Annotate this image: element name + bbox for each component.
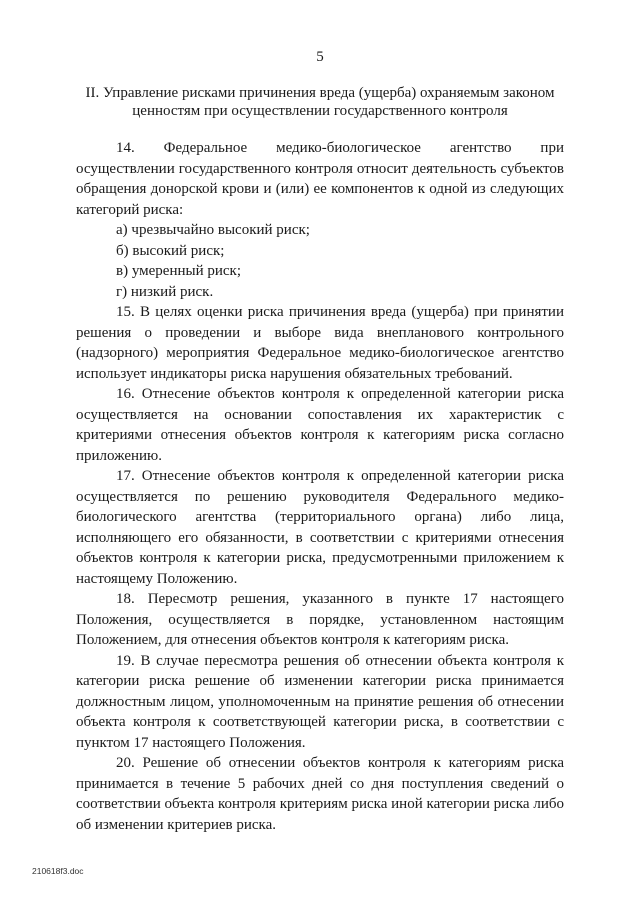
- paragraph-18: 18. Пересмотр решения, указанного в пункте 17 настоящего Положения, осуществляется в порядке, установленном настоящим Положением, для отнесения объектов контроля к категориям риска.: [76, 591, 564, 648]
- paragraph-19: 19. В случае пересмотра решения об отнесении объекта контроля к категории риска решение об изменении категории риска принимается должностным лицом, уполномоченным на принятие решения об отнесении объекта контроля к соответствующей категории риска, в соответствии с пунктом 17 настоящего Положения.: [76, 652, 564, 751]
- document-body: [76, 138, 564, 835]
- paragraph-15: 15. В целях оценки риска причинения вреда (ущерба) при принятии решения о проведении и выборе вида внепланового контрольного (надзорного) мероприятия Федеральное медико-биологическое агентство использует индикаторы риска нарушения обязательных требований.: [76, 304, 564, 382]
- list-item-a: а) чрезвычайно высокий риск;: [116, 222, 310, 238]
- list-item-v: в) умеренный риск;: [116, 263, 241, 279]
- section-heading: II. Управление рисками причинения вреда (ущерба) охраняемым законом ценностям при осуществлении государственного контроля: [85, 85, 555, 119]
- list-item-b: б) высокий риск;: [116, 242, 225, 259]
- paragraph-17: 17. Отнесение объектов контроля к определенной категории риска осуществляется по решению руководителя Федерального медико-биологического агентства (территориального органа) либо лица, исполняющего его обязанности, в соответствии с критериями отнесения объектов контроля к категории риска, предусмотренными приложением к настоящему Положению.: [76, 468, 564, 587]
- paragraph-16: 16. Отнесение объектов контроля к определенной категории риска осуществляется на основании сопоставления их характеристик с критериями отнесения объектов контроля к категориям риска согласно приложению.: [76, 386, 564, 464]
- list-item-g: г) низкий риск.: [116, 283, 214, 300]
- paragraph-20: 20. Решение об отнесении объектов контроля к категориям риска принимается в течение 5 рабочих дней со дня поступления сведений о соответствии объекта контроля критериям риска иной категории риска либо об изменении критериев риска.: [76, 755, 564, 833]
- page-number: 5: [316, 49, 324, 65]
- paragraph-14: 14. Федеральное медико-биологическое агентство при осуществлении государственного контроля относит деятельность субъектов обращения донорской крови и (или) ее компонентов к одной из следующих категорий риска:: [76, 140, 564, 218]
- footer-filename: 210618f3.doc: [32, 866, 84, 876]
